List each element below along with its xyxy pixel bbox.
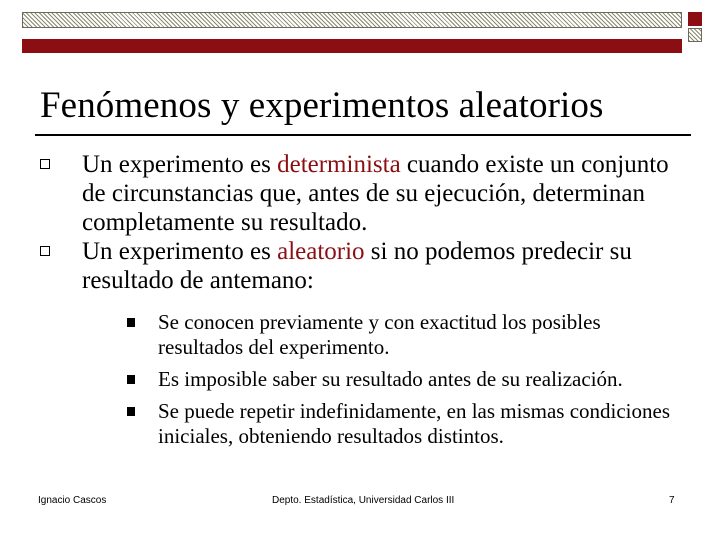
bullet-text-pre: Un experimento es	[82, 151, 278, 178]
sub-bullet-item	[82, 367, 680, 392]
bullet-highlight: aleatorio	[277, 238, 365, 265]
filled-square-bullet-icon	[127, 407, 135, 416]
title-underline	[35, 134, 691, 136]
bullet-text-post: cuando existe un conjunto de circunstancias que, antes de su ejecución, determinan completamente su resultado.	[82, 151, 669, 236]
filled-square-bullet-icon	[127, 375, 135, 384]
slide-title: Fenómenos y experimentos aleatorios	[40, 85, 604, 126]
bullet-text-pre: Un experimento es	[82, 238, 278, 265]
corner-red-square	[688, 12, 702, 26]
sub-bullet-item	[82, 310, 680, 360]
footer-department: Depto. Estadística, Universidad Carlos III	[272, 495, 455, 506]
header-decoration	[22, 12, 682, 40]
bullet-item	[40, 150, 680, 237]
hollow-square-bullet-icon	[40, 246, 50, 256]
corner-checker-square	[688, 28, 702, 42]
bullet-highlight: determinista	[277, 151, 401, 178]
footer-page-number: 7	[669, 495, 675, 506]
filled-square-bullet-icon	[127, 318, 135, 327]
header-checker-band	[22, 12, 682, 28]
footer-author: Ignacio Cascos	[38, 495, 107, 506]
header-red-band	[22, 39, 682, 53]
sub-bullet-text: Es imposible saber su resultado antes de su realización.	[158, 367, 623, 391]
sub-bullet-text: Se puede repetir indefinidamente, en las mismas condiciones iniciales, obteniendo resultados distintos.	[158, 399, 671, 448]
sub-bullet-list	[82, 310, 680, 449]
hollow-square-bullet-icon	[40, 159, 50, 169]
bullet-list	[40, 150, 680, 449]
sub-bullet-text: Se conocen previamente y con exactitud los posibles resultados del experimento.	[158, 310, 601, 359]
bullet-text-post: si no podemos predecir su resultado de antemano:	[82, 238, 632, 294]
sub-bullet-item	[82, 399, 680, 449]
bullet-item	[40, 237, 680, 449]
